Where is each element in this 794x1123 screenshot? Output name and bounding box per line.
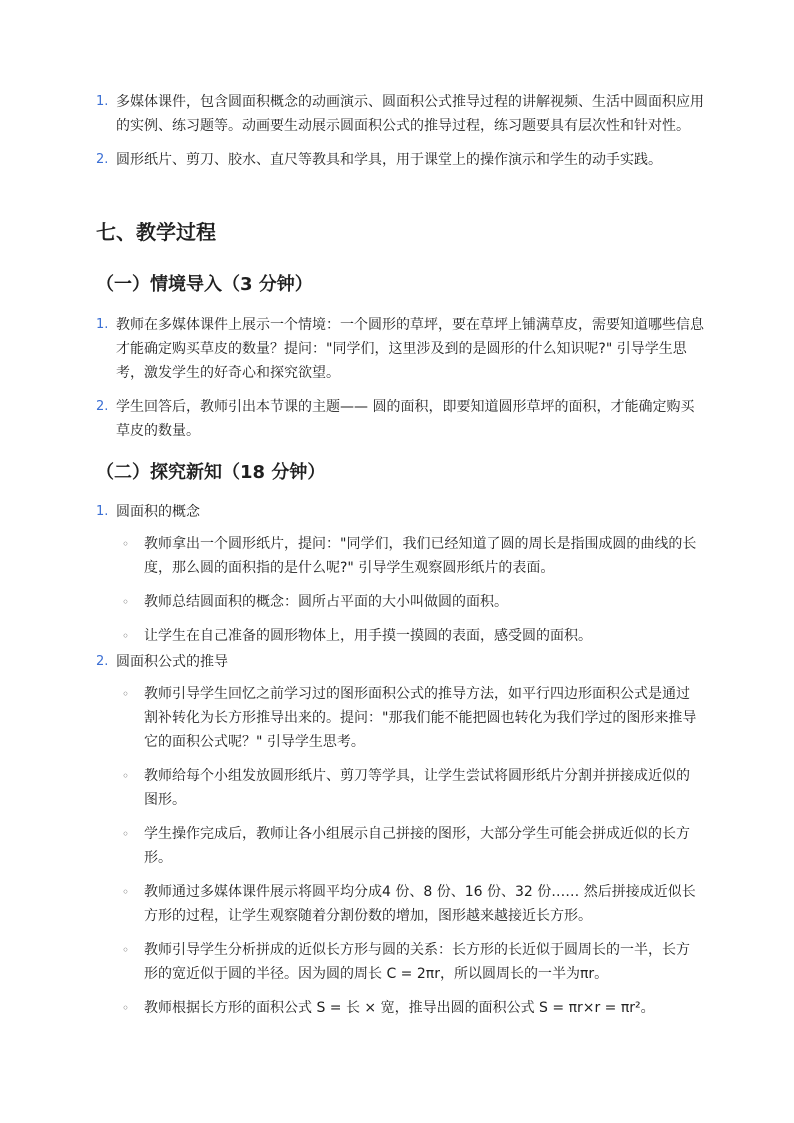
bullet-marker: ◦ [122, 885, 130, 899]
concept-bullets [122, 532, 702, 648]
bullet-marker: ◦ [122, 769, 130, 783]
bullet-item [122, 764, 702, 812]
list-item-text: 圆面积的概念 [116, 504, 200, 520]
bullet-text: 教师总结圆面积的概念：圆所占平面的大小叫做圆的面积。 [144, 594, 508, 610]
list-number: 2. [96, 654, 109, 669]
list-item-text: 学生回答后，教师引出本节课的主题—— 圆的面积，即要知道圆形草坪的面积，才能确定购买草皮的数量。 [116, 399, 695, 439]
list-item [96, 500, 708, 524]
bullet-text: 教师引导学生回忆之前学习过的图形面积公式的推导方法，如平行四边形面积公式是通过割补转化为长方形推导出来的。提问："那我们能不能把圆也转化为我们学过的图形来推导它的面积公式呢？" 引导学生思考。 [144, 686, 697, 750]
bullet-item [122, 532, 702, 580]
bullet-text: 让学生在自己准备的圆形物体上，用手摸一摸圆的表面，感受圆的面积。 [144, 628, 592, 644]
list-number: 1. [96, 317, 109, 332]
list-number: 2. [96, 399, 109, 414]
bullet-item [122, 682, 702, 754]
bullet-text: 教师根据长方形的面积公式 S = 长 × 宽，推导出圆的面积公式 S = πr×r = πr²。 [144, 1000, 655, 1016]
list-item [96, 313, 708, 385]
bullet-marker: ◦ [122, 1001, 130, 1015]
bullet-marker: ◦ [122, 943, 130, 957]
explore-item-2 [96, 650, 708, 674]
bullet-item [122, 822, 702, 870]
list-item [96, 90, 708, 138]
explore-item-1 [96, 500, 708, 524]
intro-list [96, 313, 708, 443]
list-item-text: 圆形纸片、剪刀、胶水、直尺等教具和学具，用于课堂上的操作演示和学生的动手实践。 [116, 152, 662, 168]
list-number: 2. [96, 152, 109, 167]
section-heading: 七、教学过程 [96, 220, 216, 244]
bullet-item [122, 938, 702, 986]
bullet-item [122, 624, 702, 648]
bullet-item [122, 590, 702, 614]
list-item [96, 148, 708, 172]
bullet-text: 教师引导学生分析拼成的近似长方形与圆的关系：长方形的长近似于圆周长的一半，长方形的宽近似于圆的半径。因为圆的周长 C = 2πr，所以圆周长的一半为πr。 [144, 942, 690, 982]
list-item-text: 教师在多媒体课件上展示一个情境：一个圆形的草坪，要在草坪上铺满草皮，需要知道哪些信息才能确定购买草皮的数量？提问："同学们，这里涉及到的是圆形的什么知识呢?" 引导学生思考，激发学生的好奇心和探究欲望。 [116, 317, 704, 381]
part2-heading: （二）探究新知（18 分钟） [96, 462, 326, 483]
list-item-text: 多媒体课件，包含圆面积概念的动画演示、圆面积公式推导过程的讲解视频、生活中圆面积应用的实例、练习题等。动画要生动展示圆面积公式的推导过程，练习题要具有层次性和针对性。 [116, 94, 704, 134]
list-item [96, 650, 708, 674]
formula-bullets [122, 682, 702, 1020]
list-item-text: 圆面积公式的推导 [116, 654, 228, 670]
list-number: 1. [96, 94, 109, 109]
bullet-text: 教师拿出一个圆形纸片，提问："同学们，我们已经知道了圆的周长是指围成圆的曲线的长度，那么圆的面积指的是什么呢?" 引导学生观察圆形纸片的表面。 [144, 536, 697, 576]
bullet-text: 教师通过多媒体课件展示将圆平均分成4 份、8 份、16 份、32 份…… 然后拼接成近似长方形的过程，让学生观察随着分割份数的增加，图形越来越接近长方形。 [144, 884, 696, 924]
bullet-marker: ◦ [122, 595, 130, 609]
bullet-marker: ◦ [122, 537, 130, 551]
part1-heading: （一）情境导入（3 分钟） [96, 274, 313, 295]
bullet-marker: ◦ [122, 827, 130, 841]
bullet-marker: ◦ [122, 629, 130, 643]
list-number: 1. [96, 504, 109, 519]
bullet-item [122, 880, 702, 928]
bullet-text: 教师给每个小组发放圆形纸片、剪刀等学具，让学生尝试将圆形纸片分割并拼接成近似的图形。 [144, 768, 690, 808]
list-item [96, 395, 708, 443]
bullet-text: 学生操作完成后，教师让各小组展示自己拼接的图形，大部分学生可能会拼成近似的长方形。 [144, 826, 690, 866]
bullet-item [122, 996, 702, 1020]
bullet-marker: ◦ [122, 687, 130, 701]
materials-list [96, 90, 708, 172]
